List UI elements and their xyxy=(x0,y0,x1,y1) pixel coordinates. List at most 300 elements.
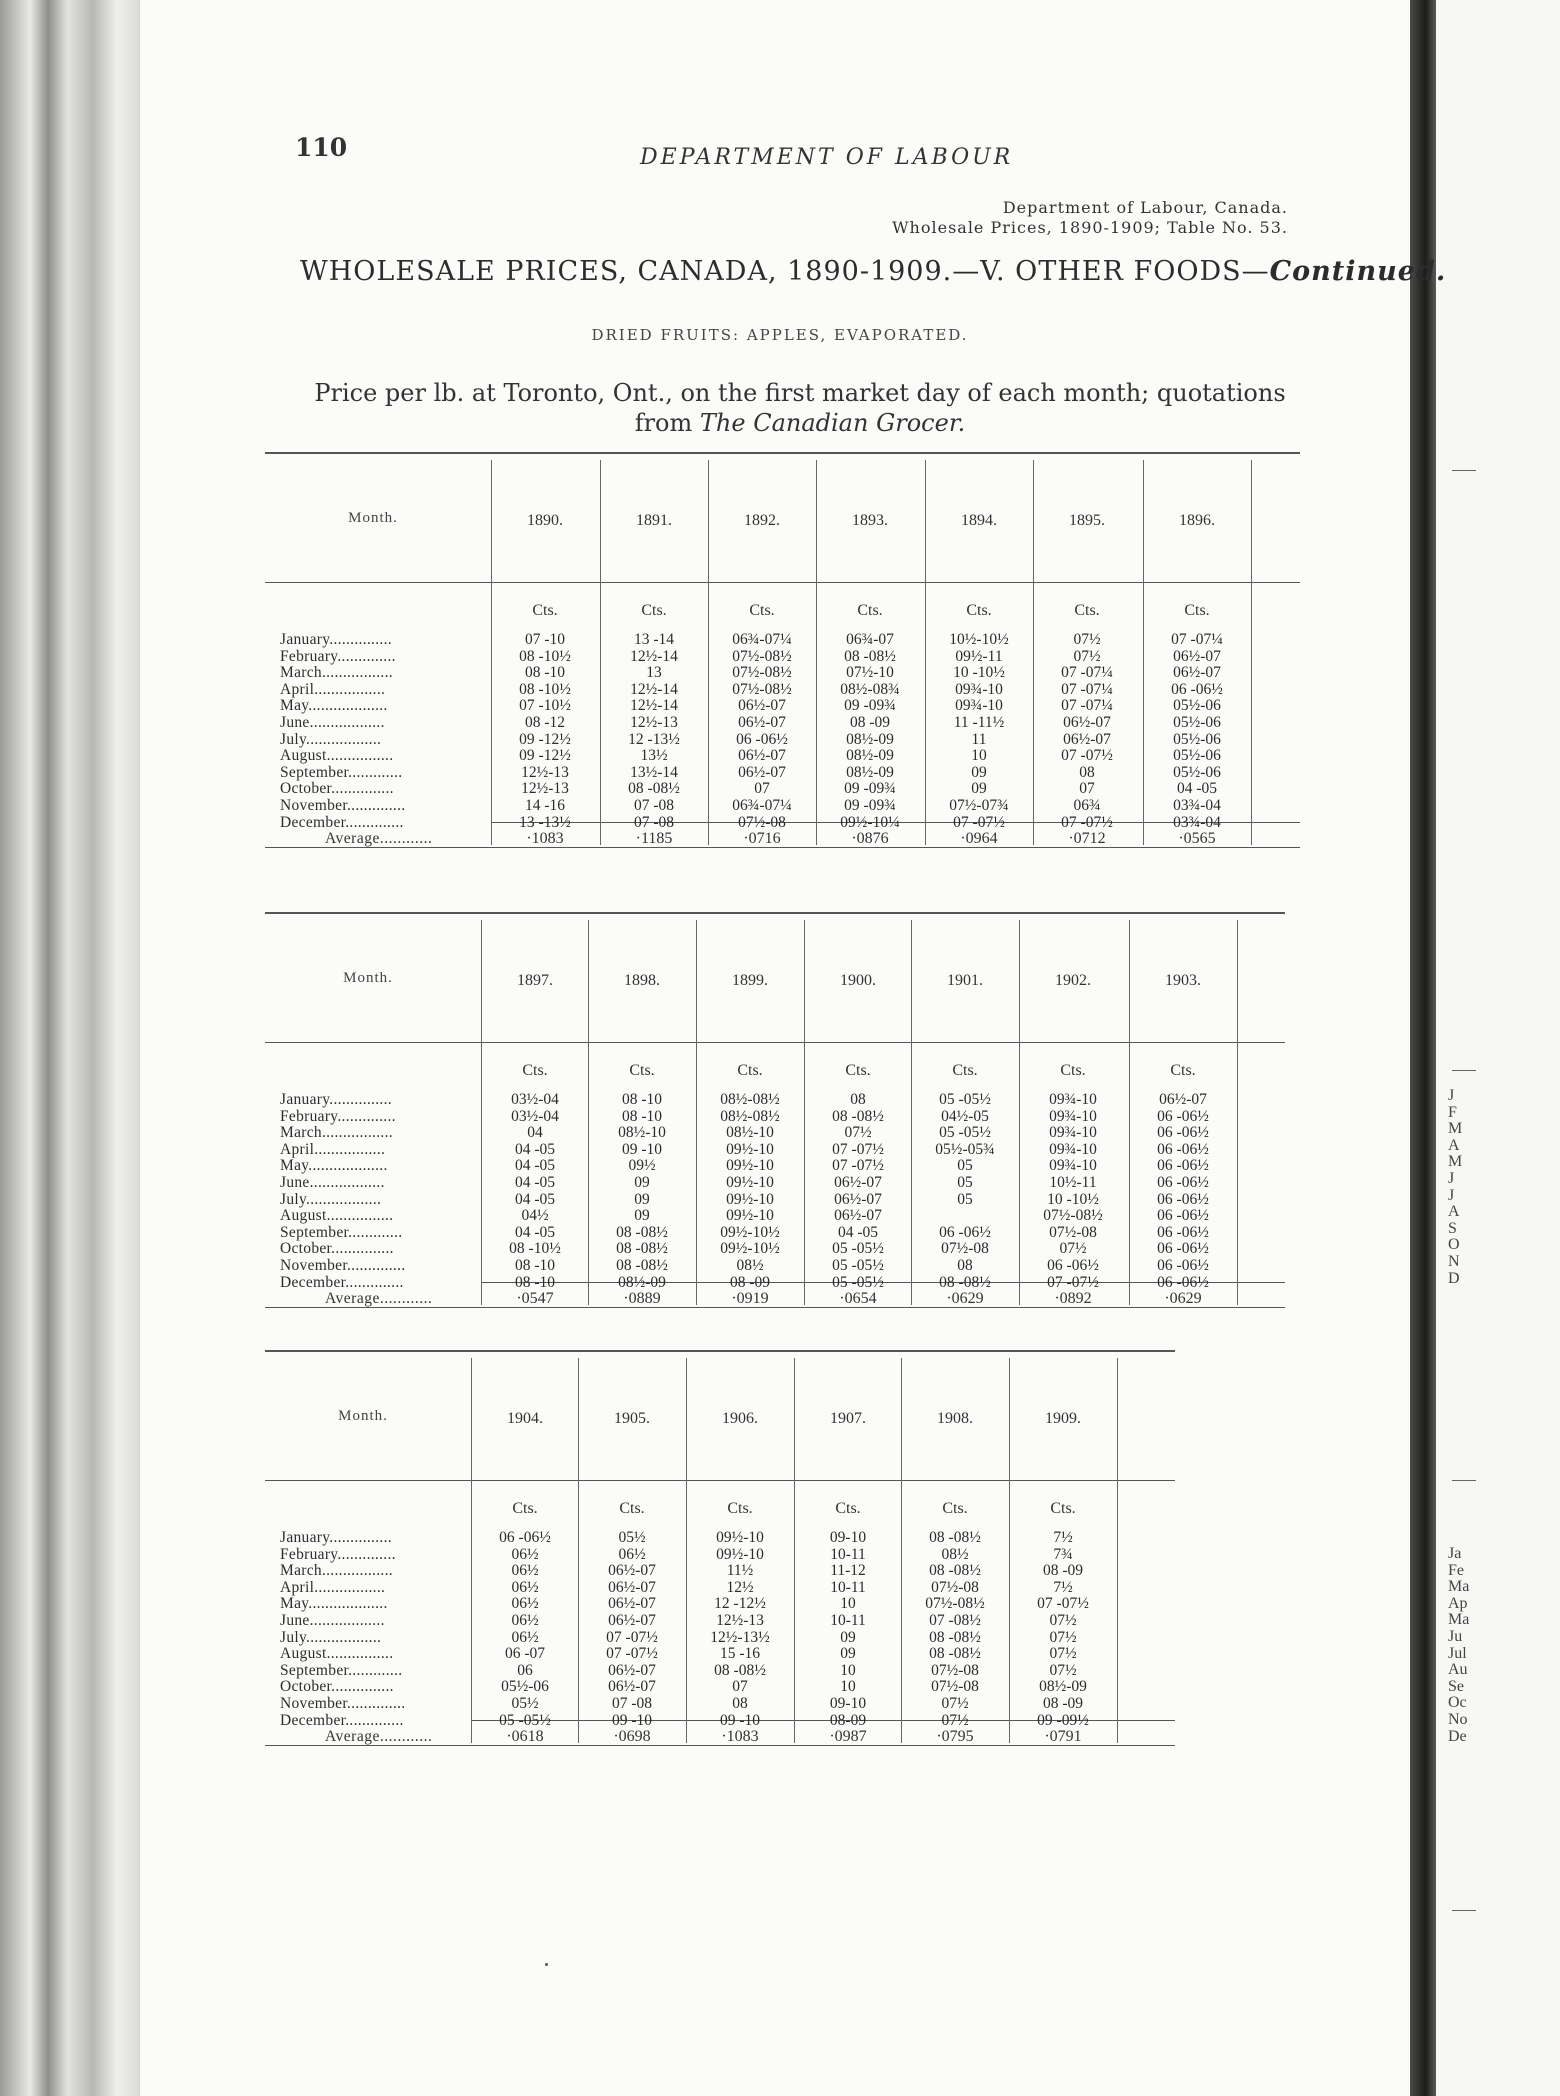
next-page-rule xyxy=(1452,470,1476,471)
price-cell: 09 xyxy=(634,1190,650,1208)
price-cell: 09¾-10 xyxy=(955,697,1003,715)
price-cell: 04 -05 xyxy=(514,1173,556,1191)
price-cell: 11½ xyxy=(726,1562,754,1580)
price-cell: 05 xyxy=(957,1173,973,1191)
price-cell: 08 xyxy=(1079,763,1095,781)
price-cell: 09¾-10 xyxy=(955,680,1003,698)
price-cell: 07½ xyxy=(941,1711,969,1729)
month-label: January............... xyxy=(280,1529,392,1546)
month-label: May................... xyxy=(280,697,388,715)
price-cell: 06¾-07¼ xyxy=(732,796,792,814)
price-cell: 07 -07½ xyxy=(832,1157,884,1175)
average-value: ·1083 xyxy=(526,830,564,847)
price-cell: 07½ xyxy=(1073,631,1101,648)
year-header: 1901. xyxy=(947,972,983,989)
price-cell: 06½-07 xyxy=(608,1678,656,1696)
unit-label: Cts. xyxy=(532,602,558,619)
price-cell: 07½ xyxy=(844,1124,872,1142)
unit-label: Cts. xyxy=(1184,602,1210,619)
price-cell: 06½-07 xyxy=(1063,730,1111,748)
price-cell: 13½ xyxy=(640,747,668,765)
month-label: October............... xyxy=(280,1678,394,1696)
price-cell: 04 -05 xyxy=(514,1157,556,1175)
month-label: February.............. xyxy=(280,1107,396,1125)
price-cell: 07½-08 xyxy=(931,1578,979,1596)
price-column xyxy=(1033,632,1141,831)
average-value: ·0565 xyxy=(1178,830,1216,847)
price-cell: 09 xyxy=(840,1645,856,1663)
year-header: 1896. xyxy=(1179,512,1215,529)
price-cell: 11-12 xyxy=(830,1562,866,1580)
price-cell: 05½ xyxy=(511,1694,539,1712)
unit-label: Cts. xyxy=(942,1500,968,1517)
price-cell: 07½-08 xyxy=(941,1240,989,1258)
table-reference-line-2: Wholesale Prices, 1890-1909; Table No. 53. xyxy=(892,218,1288,237)
price-cell: 09 -10 xyxy=(621,1140,663,1158)
table-reference-line-1: Department of Labour, Canada. xyxy=(1002,198,1288,217)
price-cell: 05 -05½ xyxy=(832,1273,884,1291)
price-cell: 08 xyxy=(850,1091,866,1108)
price-cell: 08½ xyxy=(941,1545,969,1563)
month-label: September............. xyxy=(280,1223,403,1241)
price-cell: 09 xyxy=(971,763,987,781)
year-header: 1890. xyxy=(527,512,563,529)
price-cell: 08½-09 xyxy=(846,747,894,765)
average-value: ·0618 xyxy=(506,1728,544,1745)
price-cell: 08 -09 xyxy=(1042,1562,1084,1580)
price-cell: 11 -11½ xyxy=(953,713,1005,731)
month-label: July.................. xyxy=(280,1190,382,1208)
price-cell: 12 -12½ xyxy=(714,1595,766,1613)
next-page-fragment: No xyxy=(1448,1711,1468,1728)
price-cell: 06 -06½ xyxy=(1157,1107,1209,1125)
book-spine xyxy=(0,0,150,2096)
price-cell: 08 xyxy=(957,1256,973,1274)
paper-speck xyxy=(545,1963,548,1966)
year-header: 1891. xyxy=(636,512,672,529)
month-label: February.............. xyxy=(280,647,396,665)
price-cell: 08 -10 xyxy=(524,664,566,682)
price-cell: 06 -06½ xyxy=(1157,1223,1209,1241)
price-cell: 12½-14 xyxy=(630,647,678,665)
price-cell: 7½ xyxy=(1053,1529,1073,1546)
price-cell: 12½-14 xyxy=(630,697,678,715)
price-cell: 08½ xyxy=(736,1256,764,1274)
price-cell: 05 xyxy=(957,1157,973,1175)
price-cell: 09 -12½ xyxy=(519,747,571,765)
price-cell: 08½-08½ xyxy=(720,1107,780,1125)
price-cell: 10½-10½ xyxy=(949,631,1009,648)
price-cell: 07½ xyxy=(1049,1611,1077,1629)
month-label: September............. xyxy=(280,1661,403,1679)
month-label: March................. xyxy=(280,1124,393,1142)
price-cell: 09 -09½ xyxy=(1037,1711,1089,1729)
unit-label: Cts. xyxy=(835,1500,861,1517)
page-gutter xyxy=(1410,0,1436,2096)
price-cell: 08 -10½ xyxy=(519,647,571,665)
description-text: Price per lb. at Toronto, Ont., on the first market day of each month; quotations from xyxy=(314,379,1286,437)
price-cell: 08 -10 xyxy=(514,1273,556,1291)
column-rule xyxy=(1251,460,1252,845)
average-value: ·0547 xyxy=(516,1290,554,1307)
price-cell: 12½ xyxy=(726,1578,754,1596)
price-cell xyxy=(911,1208,1019,1225)
unit-label: Cts. xyxy=(1050,1500,1076,1517)
price-cell: 07 -07½ xyxy=(953,813,1005,831)
month-label: April................. xyxy=(280,680,386,698)
price-cell: 12½-13½ xyxy=(710,1628,770,1646)
unit-label: Cts. xyxy=(641,602,667,619)
unit-label: Cts. xyxy=(522,1062,548,1079)
price-cell: 06 -06½ xyxy=(499,1529,551,1546)
price-cell: 07½ xyxy=(1049,1661,1077,1679)
price-cell: 07 -08½ xyxy=(929,1611,981,1629)
price-cell: 05½ xyxy=(618,1529,646,1546)
average-value: ·0654 xyxy=(839,1290,877,1307)
price-cell: 07 -10½ xyxy=(519,697,571,715)
next-page-fragment: J xyxy=(1448,1087,1455,1104)
price-cell: 05½-06 xyxy=(1173,747,1221,765)
price-cell: 15 -16 xyxy=(719,1645,761,1663)
month-label: May................... xyxy=(280,1157,388,1175)
price-cell: 07½-08 xyxy=(931,1661,979,1679)
price-cell: 07 xyxy=(732,1678,748,1696)
next-page-fragment: A xyxy=(1448,1136,1460,1154)
price-cell: 04½ xyxy=(521,1207,549,1225)
unit-label: Cts. xyxy=(952,1062,978,1079)
title-main: WHOLESALE PRICES, CANADA, 1890-1909.—V. OTHER FOODS— xyxy=(300,256,1270,287)
month-label: December.............. xyxy=(280,813,404,831)
price-cell: 04 xyxy=(527,1124,543,1142)
year-header: 1895. xyxy=(1069,512,1105,529)
price-cell: 09½-10 xyxy=(726,1140,774,1158)
price-cell: 07 -07½ xyxy=(1037,1595,1089,1613)
price-cell: 06½-07 xyxy=(738,697,786,715)
next-page-fragment: J xyxy=(1448,1170,1455,1187)
price-cell: 08 -10 xyxy=(514,1256,556,1274)
price-column xyxy=(578,1530,686,1729)
year-header: 1904. xyxy=(507,1410,543,1427)
price-cell: 04 -05 xyxy=(514,1223,556,1241)
unit-label: Cts. xyxy=(749,602,775,619)
price-cell: 06 -06½ xyxy=(1171,680,1223,698)
price-cell: 09½-11 xyxy=(955,647,1003,665)
price-cell: 13½-14 xyxy=(630,763,678,781)
price-cell: 07½-08 xyxy=(931,1678,979,1696)
price-cell: 14 -16 xyxy=(524,796,566,814)
price-cell: 07 -07½ xyxy=(1047,1273,1099,1291)
price-cell: 06½-07 xyxy=(1159,1091,1207,1108)
month-label: October............... xyxy=(280,1240,394,1258)
price-cell: 08 -08½ xyxy=(616,1256,668,1274)
price-column xyxy=(686,1530,794,1729)
price-cell: 06½-07 xyxy=(738,747,786,765)
table-rule xyxy=(265,1350,1175,1352)
price-column xyxy=(696,1092,804,1291)
price-cell: 06½-07 xyxy=(608,1578,656,1596)
average-value: ·0698 xyxy=(613,1728,651,1745)
average-value: ·0629 xyxy=(946,1290,984,1307)
price-cell: 09 -09¾ xyxy=(844,697,896,715)
month-label: December.............. xyxy=(280,1273,404,1291)
price-cell: 07½-08½ xyxy=(925,1595,985,1613)
price-cell: 07 -07¼ xyxy=(1061,664,1113,682)
price-cell: 11 xyxy=(971,730,987,748)
price-cell: 06 -07 xyxy=(504,1645,546,1663)
price-cell: 07 -07½ xyxy=(606,1628,658,1646)
price-cell: 06 -06½ xyxy=(1157,1273,1209,1291)
price-cell: 12½-13 xyxy=(716,1611,764,1629)
price-column xyxy=(708,632,816,831)
year-header: 1909. xyxy=(1045,1410,1081,1427)
price-cell: 07 -07¼ xyxy=(1061,697,1113,715)
next-page-rule xyxy=(1452,1910,1476,1911)
column-rule xyxy=(1237,920,1238,1305)
price-cell: 7½ xyxy=(1053,1578,1073,1596)
price-cell: 07½-10 xyxy=(846,664,894,682)
price-cell: 08 -08½ xyxy=(929,1529,981,1546)
price-cell: 07 -07¼ xyxy=(1171,631,1223,648)
price-cell: 08 -12 xyxy=(524,713,566,731)
price-cell: 06½ xyxy=(511,1611,539,1629)
price-cell: 08 -08½ xyxy=(929,1645,981,1663)
price-cell: 08-09 xyxy=(829,1711,867,1729)
average-value: ·0712 xyxy=(1068,830,1106,847)
month-label: June.................. xyxy=(280,1173,385,1191)
price-column xyxy=(1143,632,1251,831)
next-page-fragment: De xyxy=(1448,1727,1467,1745)
next-page-edge xyxy=(1436,0,1560,2096)
year-header: 1894. xyxy=(961,512,997,529)
price-cell: 07 -07½ xyxy=(1061,813,1113,831)
price-column xyxy=(925,632,1033,831)
price-cell: 06½ xyxy=(511,1578,539,1596)
price-cell: 06½-07 xyxy=(608,1562,656,1580)
month-label: June.................. xyxy=(280,713,385,731)
next-page-fragment: Jul xyxy=(1448,1644,1467,1662)
price-cell: 08 -09 xyxy=(729,1273,771,1291)
unit-label: Cts. xyxy=(619,1500,645,1517)
month-label: November.............. xyxy=(280,796,406,814)
year-header: 1899. xyxy=(732,972,768,989)
price-cell: 08½-09 xyxy=(1039,1678,1087,1696)
average-label: Average............ xyxy=(325,1728,433,1745)
price-cell: 09½-10½ xyxy=(720,1223,780,1241)
unit-label: Cts. xyxy=(727,1500,753,1517)
price-cell: 06½-07 xyxy=(738,763,786,781)
price-cell: 08½-09 xyxy=(618,1273,666,1291)
price-cell: 09½ xyxy=(628,1157,656,1175)
page-title xyxy=(300,256,1446,287)
price-cell: 07½-07¾ xyxy=(949,796,1009,814)
price-cell: 09½-10 xyxy=(716,1545,764,1563)
unit-label: Cts. xyxy=(845,1062,871,1079)
running-head: DEPARTMENT OF LABOUR xyxy=(640,145,1014,170)
price-cell: 06 xyxy=(517,1661,533,1679)
unit-label: Cts. xyxy=(1170,1062,1196,1079)
next-page-fragment: Fe xyxy=(1448,1561,1464,1579)
price-cell: 05 -05½ xyxy=(499,1711,551,1729)
price-cell: 06½ xyxy=(618,1545,646,1563)
price-cell: 06 -06½ xyxy=(1047,1256,1099,1274)
price-cell: 04 -05 xyxy=(514,1140,556,1158)
price-cell: 07 xyxy=(1079,780,1095,798)
month-label: August................ xyxy=(280,747,394,765)
price-cell: 07½ xyxy=(1059,1240,1087,1258)
table-rule xyxy=(265,1042,1285,1043)
price-cell: 07 -07½ xyxy=(832,1140,884,1158)
year-header: 1902. xyxy=(1055,972,1091,989)
price-cell: 10 xyxy=(971,747,987,765)
price-column xyxy=(1019,1092,1127,1291)
year-header: 1897. xyxy=(517,972,553,989)
price-cell: 05½-05¾ xyxy=(935,1140,995,1158)
price-cell: 10-11 xyxy=(830,1545,866,1563)
table-rule xyxy=(265,1480,1175,1481)
price-cell: 06 -06½ xyxy=(1157,1207,1209,1225)
price-cell: 10-11 xyxy=(830,1611,866,1629)
price-column xyxy=(1129,1092,1237,1291)
month-label: April................. xyxy=(280,1578,386,1596)
price-cell: 08 -10 xyxy=(621,1091,663,1108)
price-cell: 10 xyxy=(840,1595,856,1613)
price-column xyxy=(816,632,924,831)
price-cell: 08½-09 xyxy=(846,730,894,748)
next-page-fragment: Ap xyxy=(1448,1594,1468,1612)
price-cell: 07 -07½ xyxy=(1061,747,1113,765)
price-cell: 09½-10½ xyxy=(720,1240,780,1258)
month-label: January............... xyxy=(280,1091,392,1108)
price-cell: 10-11 xyxy=(830,1578,866,1596)
price-cell: 07 -10 xyxy=(524,631,566,648)
price-cell: 08½-09 xyxy=(846,763,894,781)
price-cell: 08 -08½ xyxy=(939,1273,991,1291)
price-cell: 05½-06 xyxy=(501,1678,549,1696)
next-page-rule xyxy=(1452,1070,1476,1071)
month-column-header: Month. xyxy=(338,1408,388,1424)
year-header: 1892. xyxy=(744,512,780,529)
price-cell: 03¾-04 xyxy=(1173,813,1221,831)
average-value: ·0919 xyxy=(731,1290,769,1307)
month-label: April................. xyxy=(280,1140,386,1158)
next-page-fragment: A xyxy=(1448,1203,1460,1221)
price-cell: 07½ xyxy=(1049,1628,1077,1646)
price-cell: 08 -10 xyxy=(621,1107,663,1125)
next-page-fragment: F xyxy=(1448,1103,1457,1121)
price-cell: 07½-08½ xyxy=(732,680,792,698)
price-cell: 08½-10 xyxy=(618,1124,666,1142)
price-cell: 09 -12½ xyxy=(519,730,571,748)
average-value: ·0876 xyxy=(851,830,889,847)
price-cell: 07½ xyxy=(941,1694,969,1712)
month-label: December.............. xyxy=(280,1711,404,1729)
price-cell: 07½-08 xyxy=(1049,1223,1097,1241)
price-cell: 12½-13 xyxy=(521,780,569,798)
next-page-fragment: N xyxy=(1448,1253,1460,1270)
commodity-subtitle: DRIED FRUITS: APPLES, EVAPORATED. xyxy=(591,326,969,344)
month-label: July.................. xyxy=(280,730,382,748)
price-cell: 09½-10 xyxy=(726,1157,774,1175)
price-cell: 06½ xyxy=(511,1628,539,1646)
price-cell: 03½-04 xyxy=(511,1091,559,1108)
month-column-header: Month. xyxy=(343,970,393,986)
next-page-fragment: Ma xyxy=(1448,1611,1470,1629)
month-label: August................ xyxy=(280,1645,394,1663)
price-cell: 06½ xyxy=(511,1545,539,1563)
price-cell: 07½ xyxy=(1073,647,1101,665)
average-value: ·0795 xyxy=(936,1728,974,1745)
price-cell: 09 -09¾ xyxy=(844,780,896,798)
price-column xyxy=(911,1092,1019,1291)
unit-label: Cts. xyxy=(629,1062,655,1079)
unit-label: Cts. xyxy=(1074,602,1100,619)
price-cell: 08 -08½ xyxy=(929,1628,981,1646)
price-cell: 06 -06½ xyxy=(1157,1157,1209,1175)
price-cell: 04½-05 xyxy=(941,1107,989,1125)
price-cell: 06 -06½ xyxy=(939,1223,991,1241)
price-cell: 05½-06 xyxy=(1173,763,1221,781)
price-cell: 09¾-10 xyxy=(1049,1107,1097,1125)
month-label: November.............. xyxy=(280,1694,406,1712)
price-column xyxy=(600,632,708,831)
page-number: 110 xyxy=(295,133,348,162)
price-cell: 07½-08½ xyxy=(732,647,792,665)
price-cell: 06½-07 xyxy=(834,1207,882,1225)
price-column xyxy=(588,1092,696,1291)
price-cell: 13 -14 xyxy=(633,631,675,648)
price-cell: 09 xyxy=(840,1628,856,1646)
price-cell: 09¾-10 xyxy=(1049,1140,1097,1158)
month-column-header: Month. xyxy=(348,510,398,526)
price-cell: 09 xyxy=(634,1173,650,1191)
next-page-fragment: J xyxy=(1448,1186,1455,1204)
average-value: ·0716 xyxy=(743,830,781,847)
next-page-rule xyxy=(1452,1480,1476,1481)
price-cell: 09-10 xyxy=(829,1694,867,1712)
month-labels xyxy=(280,1092,405,1291)
table-rule xyxy=(265,912,1285,914)
price-cell: 07½-08½ xyxy=(1043,1207,1103,1225)
price-cell: 07½-08½ xyxy=(732,664,792,682)
unit-label: Cts. xyxy=(857,602,883,619)
price-cell: 07 xyxy=(754,780,770,798)
price-cell: 09 -10 xyxy=(611,1711,653,1729)
price-cell: 06½-07 xyxy=(608,1595,656,1613)
table-rule xyxy=(265,582,1300,583)
price-cell: 06 -06½ xyxy=(1157,1140,1209,1158)
price-cell: 09½-10 xyxy=(716,1529,764,1546)
price-cell: 09½-10 xyxy=(726,1190,774,1208)
price-cell: 06 -06½ xyxy=(736,730,788,748)
price-cell: 03¾-04 xyxy=(1173,796,1221,814)
month-label: November.............. xyxy=(280,1256,406,1274)
next-page-fragment: M xyxy=(1448,1120,1463,1138)
price-cell: 09½-10 xyxy=(726,1173,774,1191)
column-rule xyxy=(1117,1358,1118,1743)
price-cell: 06 -06½ xyxy=(1157,1124,1209,1142)
price-cell: 08 -09 xyxy=(849,713,891,731)
price-cell: 05½-06 xyxy=(1173,730,1221,748)
price-cell: 13 -13½ xyxy=(519,813,571,831)
price-table-block xyxy=(265,452,1300,852)
month-label: May................... xyxy=(280,1595,388,1613)
price-cell: 06 -06½ xyxy=(1157,1256,1209,1274)
average-label: Average............ xyxy=(325,830,433,847)
price-cell: 08 -10½ xyxy=(519,680,571,698)
price-cell: 03½-04 xyxy=(511,1107,559,1125)
next-page-fragment: Ja xyxy=(1448,1545,1462,1562)
price-cell: 12½-13 xyxy=(630,713,678,731)
